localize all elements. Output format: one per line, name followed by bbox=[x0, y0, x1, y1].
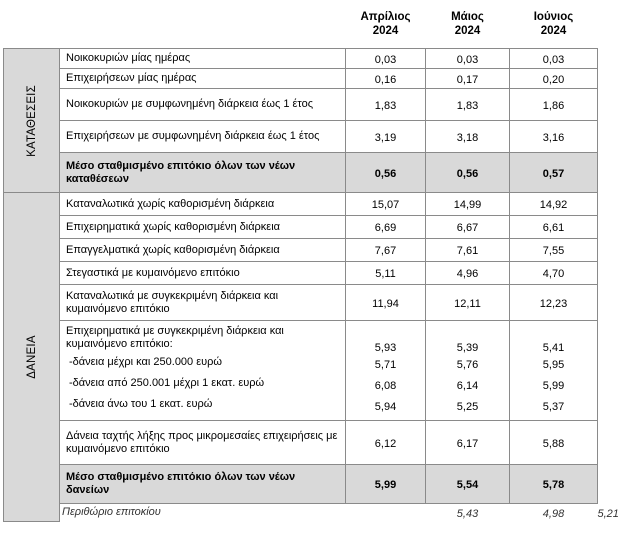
value-cell: 0,57 bbox=[510, 153, 598, 193]
value-cell: 0,03 bbox=[346, 49, 426, 69]
value-cell: 14,99 bbox=[426, 193, 510, 216]
row-label: Επιχειρηματικά με συγκεκριμένη διάρκεια και κυμαινόμενο επιτόκιο: bbox=[66, 325, 284, 350]
value-cell: 6,61 bbox=[510, 216, 598, 239]
row-label: Επιχειρήσεων με συμφωνημένη διάρκεια έως 1 έτος bbox=[60, 121, 346, 153]
row-label: Μέσο σταθμισμένο επιτόκιο όλων των νέων δανείων bbox=[60, 465, 346, 504]
value-cell: 6,14 bbox=[456, 379, 479, 392]
row-label: Μέσο σταθμισμένο επιτόκιο όλων των νέων καταθέσεων bbox=[60, 153, 346, 193]
value-cell: 12,23 bbox=[510, 285, 598, 321]
value-cell: 5,11 bbox=[346, 262, 426, 285]
value-cell: 5,71 bbox=[374, 358, 397, 371]
value-cell: 5,95 bbox=[542, 358, 565, 371]
value-cell: 5,93 bbox=[374, 341, 397, 354]
table-row bbox=[4, 69, 598, 89]
table-row bbox=[4, 262, 598, 285]
value-cell: 6,17 bbox=[426, 421, 510, 465]
loans-average-row bbox=[4, 465, 598, 504]
value-cell: 4,96 bbox=[426, 262, 510, 285]
value-cell: 0,56 bbox=[426, 153, 510, 193]
value-cell: 6,69 bbox=[346, 216, 426, 239]
value-cell: 11,94 bbox=[346, 285, 426, 321]
value-cell: 5,25 bbox=[456, 400, 479, 413]
header-empty bbox=[4, 0, 346, 49]
row-label: Δάνεια ταχτής λήξης προς μικρομεσαίες επιχειρήσεις με κυμαινόμενο επιτόκιο bbox=[60, 421, 346, 465]
row-label: Στεγαστικά με κυμαινόμενο επιτόκιο bbox=[60, 262, 346, 285]
value-cell: 6,12 bbox=[346, 421, 426, 465]
row-label: Καταναλωτικά με συγκεκριμένη διάρκεια και κυμαινόμενο επιτόκιο bbox=[60, 285, 346, 321]
table-row bbox=[4, 121, 598, 153]
value-cell: 0,16 bbox=[346, 69, 426, 89]
value-cell: 5,94 bbox=[374, 400, 397, 413]
value-cell: 0,20 bbox=[510, 69, 598, 89]
header-month-may: Μάιος 2024 bbox=[451, 11, 484, 37]
value-stack-april bbox=[346, 321, 426, 421]
value-cell: 1,83 bbox=[426, 89, 510, 121]
sub-row-label: -δάνεια άνω του 1 εκατ. ευρώ bbox=[69, 398, 213, 410]
value-cell: 12,11 bbox=[426, 285, 510, 321]
deposits-average-row bbox=[4, 153, 598, 193]
interest-rates-table bbox=[3, 0, 619, 522]
value-cell: 3,18 bbox=[426, 121, 510, 153]
value-stack-june bbox=[510, 321, 598, 421]
value-cell: 5,99 bbox=[542, 379, 565, 392]
value-cell: 5,76 bbox=[456, 358, 479, 371]
value-cell: 0,17 bbox=[426, 69, 510, 89]
value-cell: 4,70 bbox=[510, 262, 598, 285]
value-cell: 15,07 bbox=[346, 193, 426, 216]
value-cell: 5,99 bbox=[346, 465, 426, 504]
loans-section-label: ΔΑΝΕΙΑ bbox=[4, 193, 60, 522]
value-cell: 5,54 bbox=[426, 465, 510, 504]
row-label: Επιχειρήσεων μίας ημέρας bbox=[60, 69, 346, 89]
row-label: Νοικοκυριών μίας ημέρας bbox=[60, 49, 346, 69]
value-cell: 6,08 bbox=[374, 379, 397, 392]
value-cell: 5,88 bbox=[510, 421, 598, 465]
table-row bbox=[4, 285, 598, 321]
margin-row: Περιθώριο επιτοκίου 5,43 4,98 5,21 bbox=[4, 504, 598, 522]
table-row bbox=[4, 216, 598, 239]
business-loans-group-row bbox=[4, 321, 598, 421]
sub-row-label: -δάνεια από 250.001 μέχρι 1 εκατ. ευρώ bbox=[69, 377, 265, 389]
value-cell: 0,03 bbox=[426, 49, 510, 69]
value-cell: 5,41 bbox=[542, 341, 565, 354]
value-cell: 5,43 bbox=[426, 504, 510, 522]
value-cell: 6,67 bbox=[426, 216, 510, 239]
table-row bbox=[4, 421, 598, 465]
value-cell: 0,56 bbox=[346, 153, 426, 193]
business-group-cell bbox=[60, 321, 346, 421]
value-cell: 5,39 bbox=[456, 341, 479, 354]
value-cell: 5,37 bbox=[542, 400, 565, 413]
row-label: Επαγγελματικά χωρίς καθορισμένη διάρκεια bbox=[60, 239, 346, 262]
row-label: Νοικοκυριών με συμφωνημένη διάρκεια έως 1 έτος bbox=[60, 89, 346, 121]
deposits-section-label: ΚΑΤΑΘΕΣΕΙΣ bbox=[4, 49, 60, 193]
row-label: Επιχειρηματικά χωρίς καθορισμένη διάρκεια bbox=[60, 216, 346, 239]
margin-label: Περιθώριο επιτοκίου bbox=[60, 504, 426, 522]
value-cell: 1,86 bbox=[510, 89, 598, 121]
header-row bbox=[4, 0, 598, 49]
table-row bbox=[4, 49, 598, 69]
value-cell: 3,16 bbox=[510, 121, 598, 153]
value-cell: 4,98 bbox=[510, 504, 598, 522]
sub-row-label: -δάνεια μέχρι και 250.000 ευρώ bbox=[69, 356, 222, 368]
table-row bbox=[4, 89, 598, 121]
header-month-june: Ιούνιος 2024 bbox=[533, 11, 574, 37]
value-cell: 5,78 bbox=[510, 465, 598, 504]
value-cell: 0,03 bbox=[510, 49, 598, 69]
table-row bbox=[4, 239, 598, 262]
table-row bbox=[4, 193, 598, 216]
value-cell: 7,55 bbox=[510, 239, 598, 262]
row-label: Καταναλωτικά χωρίς καθορισμένη διάρκεια bbox=[60, 193, 346, 216]
value-cell: 1,83 bbox=[346, 89, 426, 121]
value-cell: 7,67 bbox=[346, 239, 426, 262]
value-cell: 7,61 bbox=[426, 239, 510, 262]
value-cell: 14,92 bbox=[510, 193, 598, 216]
value-stack-may bbox=[426, 321, 510, 421]
header-month-april: Απρίλιος 2024 bbox=[360, 11, 411, 37]
value-cell: 3,19 bbox=[346, 121, 426, 153]
